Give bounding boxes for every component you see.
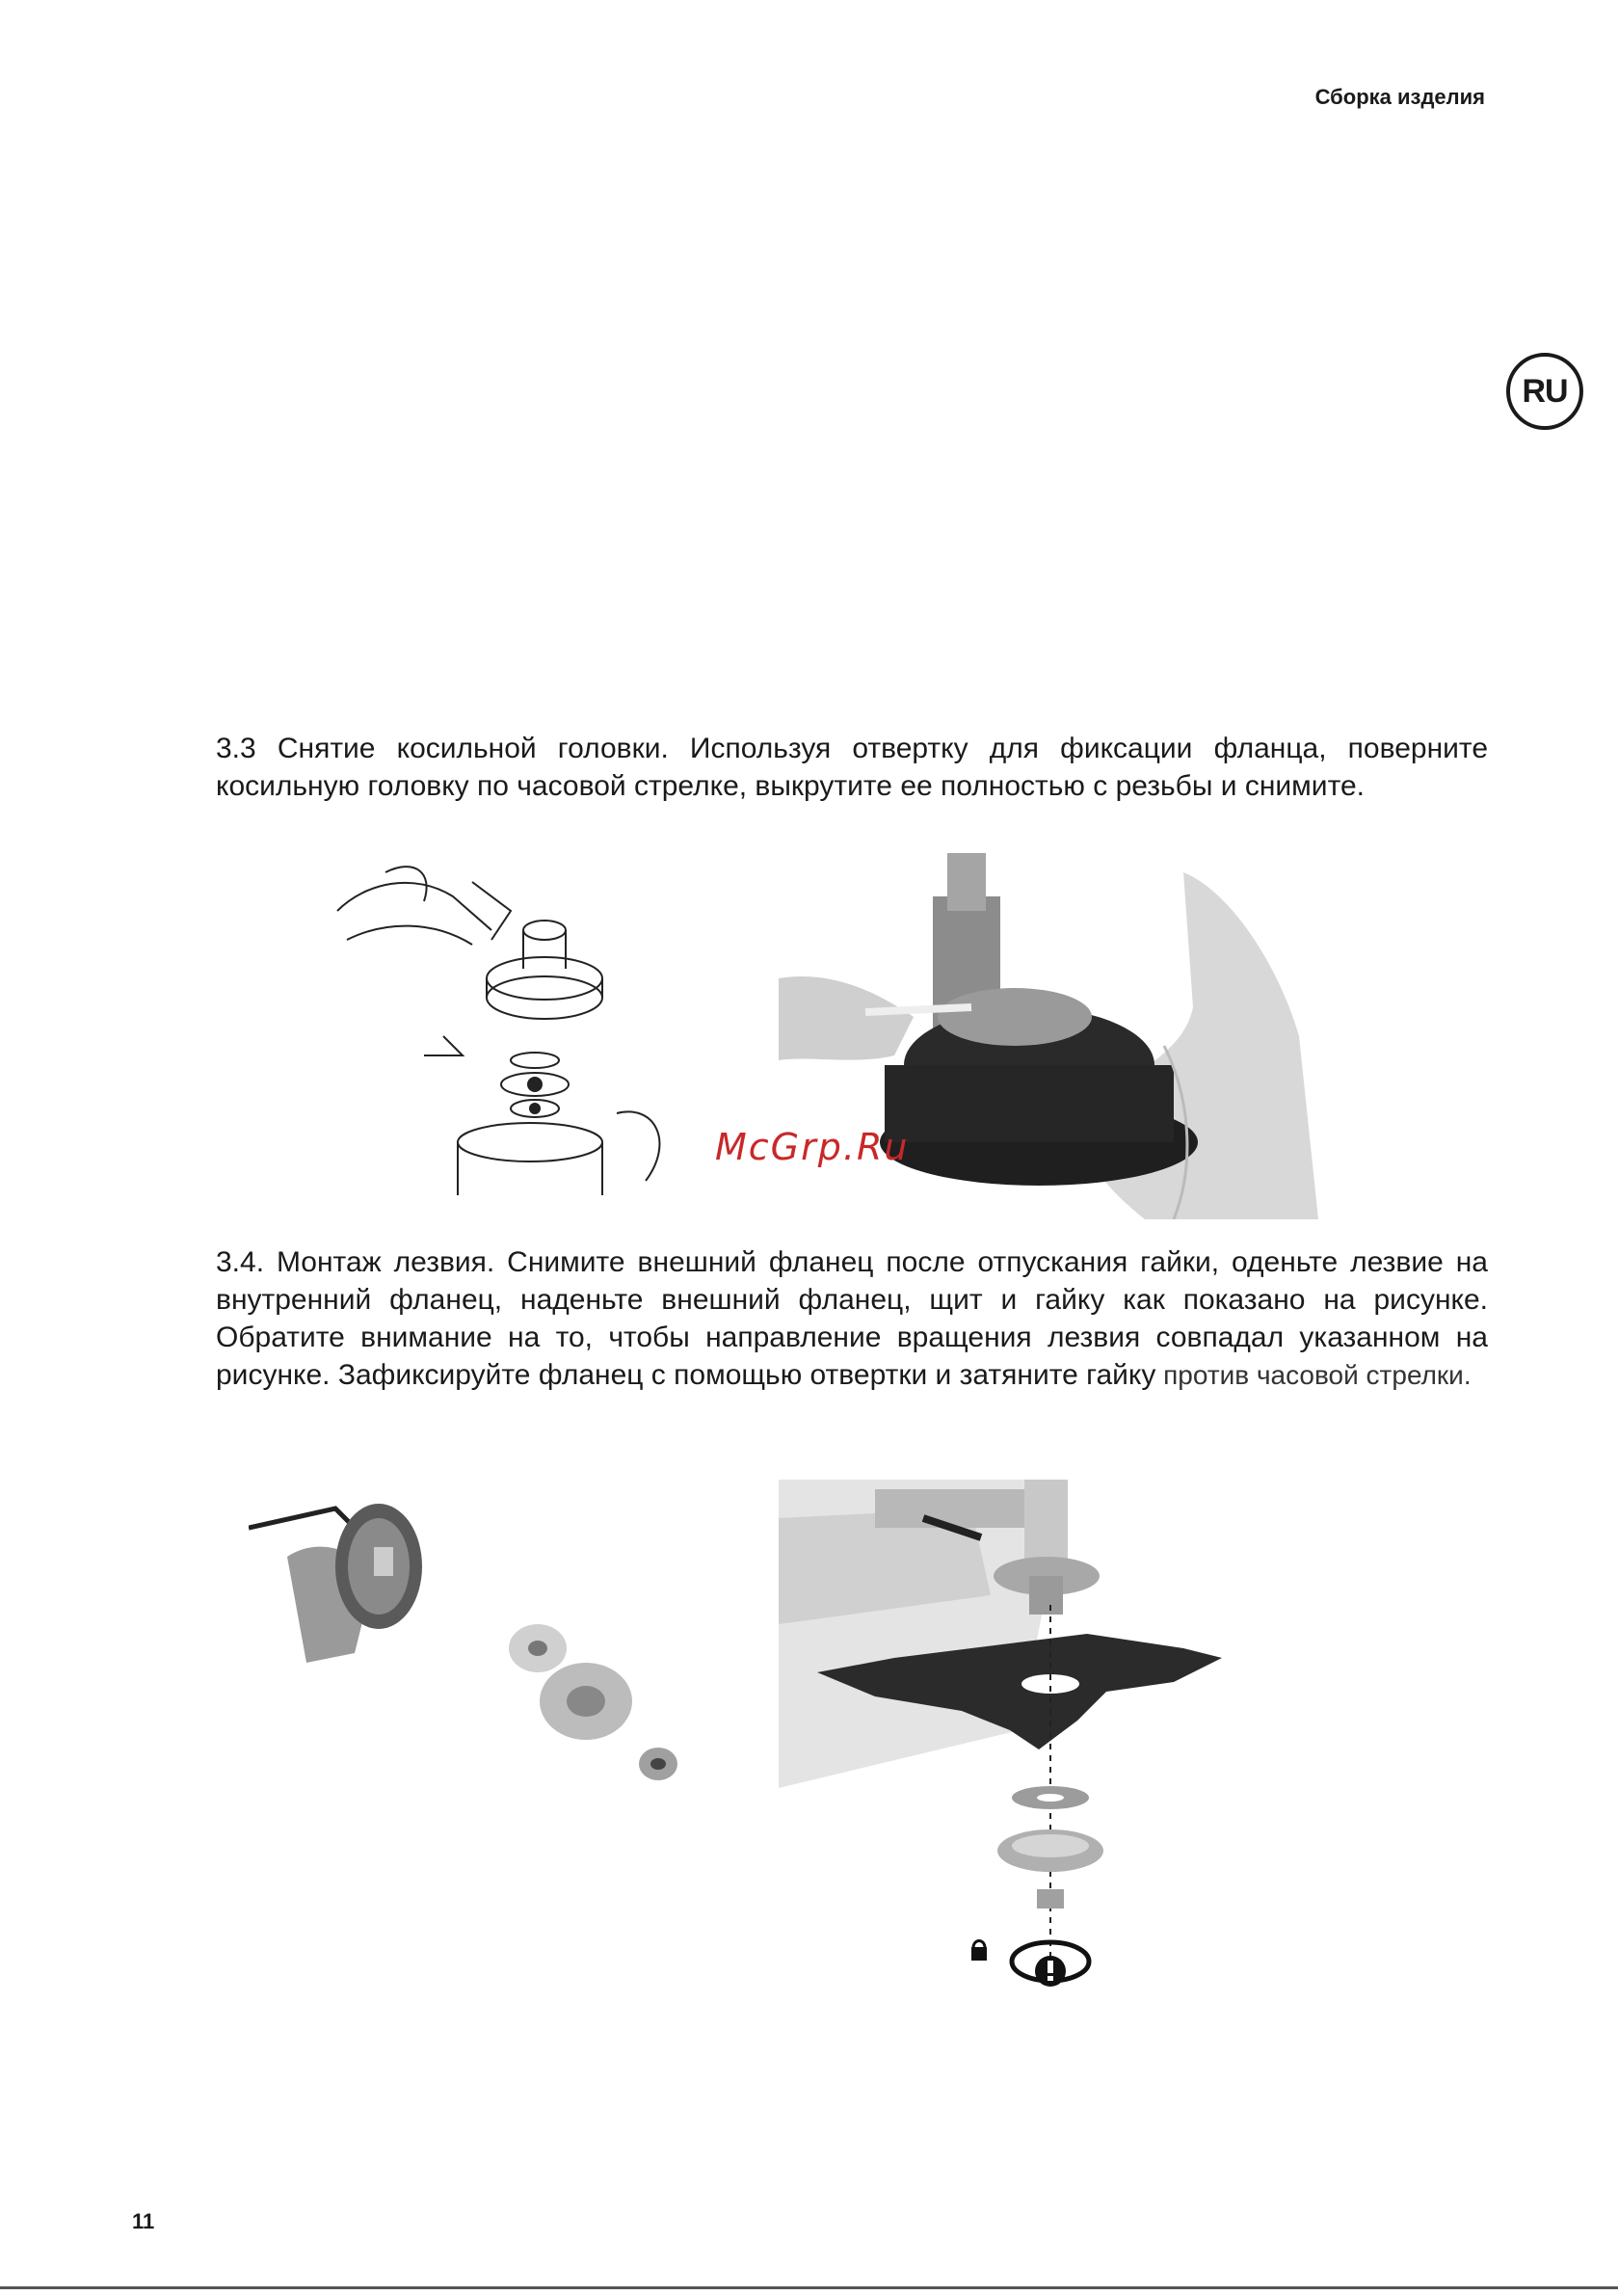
section-header-title: Сборка изделия	[1314, 85, 1485, 109]
bottom-divider	[0, 2286, 1618, 2289]
figure-head-removal-drawing	[328, 853, 684, 1195]
figure-blade-assembly	[779, 1480, 1289, 2015]
section-3-3-text: 3.3 Снятие косильной головки. Используя отвертку для фиксации фланца, поверните косильную головку по часовой стрелке, выкрутите ее полностью с резьбы и снимите.	[216, 733, 1488, 802]
page-number: 11	[132, 2209, 155, 2233]
section-3-4-tail: против часовой стрелки.	[1155, 1360, 1472, 1390]
section-3-4-main: 3.4. Монтаж лезвия. Снимите внешний фланец после отпускания гайки, оденьте лезвие на внутренний фланец, наденьте внешний фланец, щит и гайку как показано на рисунке. Обратите внимание на то, чтобы направление вращения лезвия совпадал указанном на рисунке. Зафиксируйте фланец с помощью отвертки и затяните гайку	[216, 1246, 1488, 1391]
section-3-4-text	[216, 1243, 1488, 1394]
language-badge: RU	[1506, 353, 1583, 430]
figure-blade-parts-exploded	[249, 1489, 702, 1807]
watermark: McGrp.Ru	[715, 1126, 910, 1168]
